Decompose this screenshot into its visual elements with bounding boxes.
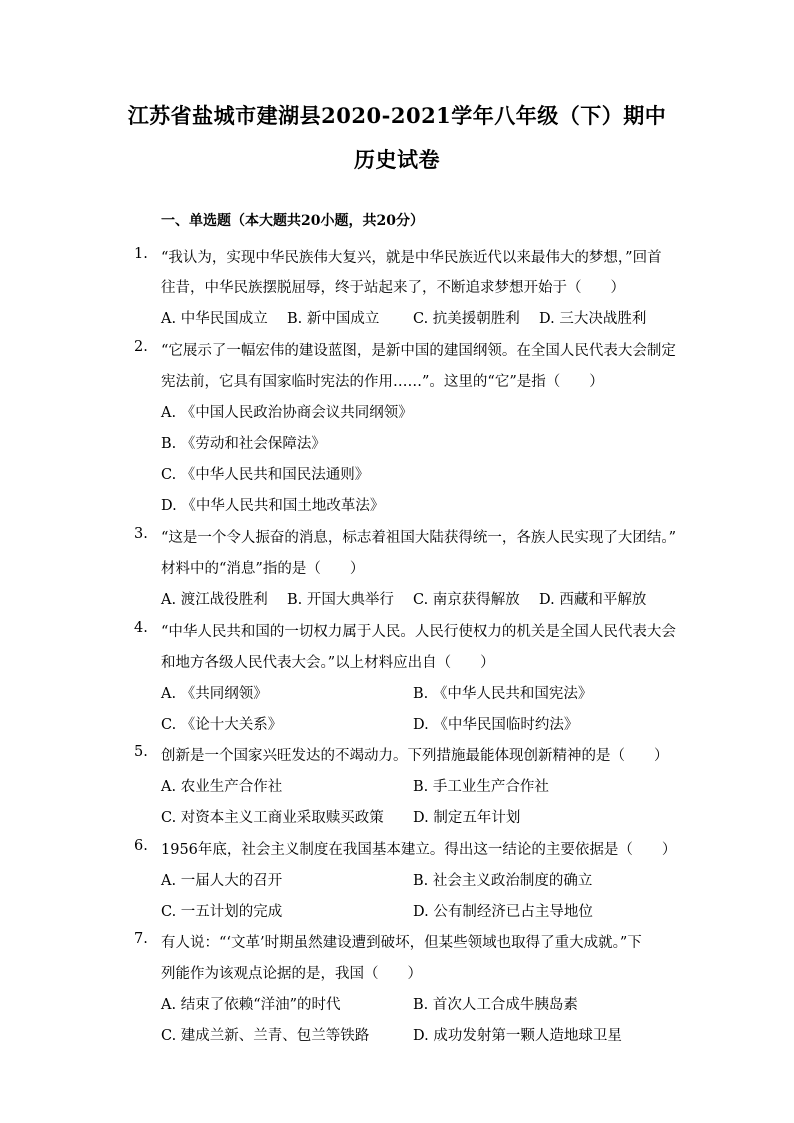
question-5-option-d: D. 制定五年计划 [413,810,521,826]
question-3-number: 3. [134,526,148,542]
question-2-option-c: C. 《中华人民共和国民法通则》 [161,467,370,483]
question-2-option-d: D. 《中华人民共和国土地改革法》 [161,498,385,514]
question-6-number: 6. [134,838,148,854]
question-2-stem-line2: 宪法前，它具有国家临时宪法的作用……”。这里的“它”是指（ ） [161,374,604,390]
question-5-option-c: C. 对资本主义工商业采取赎买政策 [161,810,384,826]
question-7-option-d: D. 成功发射第一颗人造地球卫星 [413,1028,622,1044]
question-2-stem-line1: “它展示了一幅宏伟的建设蓝图，是新中国的建国纲领。在全国人民代表大会制定 [161,343,676,359]
question-4-number: 4. [134,620,148,636]
question-6-option-b: B. 社会主义政治制度的确立 [413,873,593,889]
question-5-stem-line1: 创新是一个国家兴旺发达的不竭动力。下列措施最能体现创新精神的是（ ） [161,748,669,764]
question-1-option-b: B. 新中国成立 [287,311,380,327]
question-6-stem-line1: 1956年底，社会主义制度在我国基本建立。得出这一结论的主要依据是（ ） [161,842,677,858]
question-6-option-d: D. 公有制经济已占主导地位 [413,904,593,920]
question-2-option-b: B. 《劳动和社会保障法》 [161,436,326,452]
exam-title-line1: 江苏省盐城市建湖县2020-2021学年八年级（下）期中 [127,103,667,128]
question-3-stem-line1: “这是一个令人振奋的消息，标志着祖国大陆获得统一，各族人民实现了大团结。” [161,530,677,546]
question-4-stem-line2: 和地方各级人民代表大会。”以上材料应出自（ ） [161,655,495,671]
question-7-option-a: A. 结束了依赖“洋油”的时代 [161,997,341,1013]
question-1-stem-line1: “我认为，实现中华民族伟大复兴，就是中华民族近代以来最伟大的梦想，”回首 [161,250,662,266]
question-1-option-a: A. 中华民国成立 [161,311,268,327]
question-6-option-a: A. 一届人大的召开 [161,873,283,889]
question-5-number: 5. [134,744,148,760]
question-4-option-a: A. 《共同纲领》 [161,686,268,702]
question-2-number: 2. [134,339,148,355]
section-heading: 一、单选题（本大题共20小题，共20分） [161,213,424,229]
question-7-stem-line2: 列能作为该观点论据的是，我国（ ） [161,966,422,982]
question-6-option-c: C. 一五计划的完成 [161,904,283,920]
question-7-option-b: B. 首次人工合成牛胰岛素 [413,997,578,1013]
question-5-option-a: A. 农业生产合作社 [161,779,283,795]
question-4-option-b: B. 《中华人民共和国宪法》 [413,686,593,702]
question-3-option-d: D. 西藏和平解放 [539,592,647,608]
question-3-stem-line2: 材料中的“消息”指的是（ ） [161,561,365,577]
question-3-option-a: A. 渡江战役胜利 [161,592,268,608]
exam-title-line2: 历史试卷 [354,147,440,172]
question-1-number: 1. [134,246,148,262]
question-2-option-a: A. 《中国人民政治协商会议共同纲领》 [161,405,413,421]
question-4-stem-line1: “中华人民共和国的一切权力属于人民。人民行使权力的机关是全国人民代表大会 [161,624,676,640]
question-5-option-b: B. 手工业生产合作社 [413,779,549,795]
question-4-option-d: D. 《中华民国临时约法》 [413,717,579,733]
question-1-option-c: C. 抗美援朝胜利 [413,311,520,327]
question-1-option-d: D. 三大决战胜利 [539,311,647,327]
question-4-option-c: C. 《论十大关系》 [161,717,283,733]
question-3-option-b: B. 开国大典举行 [287,592,394,608]
question-7-stem-line1: 有人说：“‘文革’时期虽然建设遭到破坏，但某些领域也取得了重大成就。”下 [161,935,642,951]
question-7-option-c: C. 建成兰新、兰青、包兰等铁路 [161,1028,370,1044]
question-3-option-c: C. 南京获得解放 [413,592,520,608]
question-7-number: 7. [134,931,148,947]
question-1-stem-line2: 往昔，中华民族摆脱屈辱，终于站起来了，不断追求梦想开始于（ ） [161,280,625,296]
